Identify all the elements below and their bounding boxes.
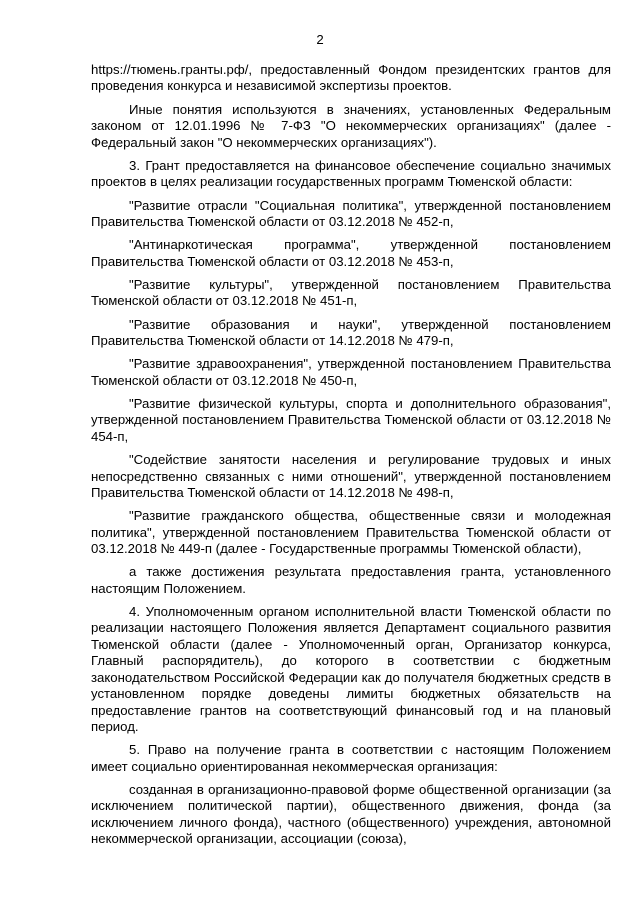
program-item-education: "Развитие образования и науки", утвержденной постановлением Правительства Тюменской области от 14.12.2018 № 479-п, xyxy=(91,316,611,349)
paragraph-other-terms: Иные понятия используются в значениях, установленных Федеральным законом от 12.01.1996 № 7-ФЗ "О некоммерческих организациях" (далее - Федеральный закон "О некоммерческих организациях"). xyxy=(91,101,611,150)
program-item-employment: "Содействие занятости населения и регулирование трудовых и иных непосредственно связанных с ними отношений", утвержденной постановлением Правительства Тюменской области от 14.12.2018 № 498-п, xyxy=(91,452,611,500)
paragraph-item-3-grant-purpose: 3. Грант предоставляется на финансовое обеспечение социально значимых проектов в целях реализации государственных программ Тюменской области: xyxy=(91,157,611,190)
paragraph-portal-link: https://тюмень.гранты.рф/, предоставленный Фондом президентских грантов для проведения конкурса и независимой экспертизы проектов. xyxy=(91,62,611,94)
paragraph-legal-forms: созданная в организационно-правовой форме общественной организации (за исключением политической партии), общественного движения, фонда (за исключением личного фонда), частного (общественного) учреждения, автономной некоммерческой организации, ассоциации (союза), xyxy=(91,781,611,847)
program-item-culture: "Развитие культуры", утвержденной постановлением Правительства Тюменской области от 03.12.2018 № 451-п, xyxy=(91,276,611,309)
page-number: 2 xyxy=(316,32,324,47)
program-item-sport: "Развитие физической культуры, спорта и дополнительного образования", утвержденной постановлением Правительства Тюменской области от 03.12.2018 № 454-п, xyxy=(91,396,611,444)
program-item-healthcare: "Развитие здравоохранения", утвержденной постановлением Правительства Тюменской области от 03.12.2018 № 450-п, xyxy=(91,356,611,388)
program-item-social-policy: "Развитие отрасли "Социальная политика", утвержденной постановлением Правительства Тюменской области от 03.12.2018 № 452-п, xyxy=(91,197,611,229)
program-item-civil-society: "Развитие гражданского общества, общественные связи и молодежная политика", утвержденной постановлением Правительства Тюменской области от 03.12.2018 № 449-п (далее - Государственные программы Тюменской области), xyxy=(91,508,611,557)
program-item-antidrug: "Антинаркотическая программа", утвержденной постановлением Правительства Тюменской области от 03.12.2018 № 453-п, xyxy=(91,237,611,269)
paragraph-grant-result: а также достижения результата предоставления гранта, установленного настоящим Положением. xyxy=(91,564,611,596)
paragraph-item-5-eligibility: 5. Право на получение гранта в соответствии с настоящим Положением имеет социально ориентированная некоммерческая организация: xyxy=(91,742,611,774)
document-body xyxy=(91,62,611,854)
paragraph-item-4-authority: 4. Уполномоченным органом исполнительной власти Тюменской области по реализации настоящего Положения является Департамент социального развития Тюменской области (далее - Уполномоченный орган, Организатор конкурса, Главный распорядитель), до которого в соответствии с бюджетным законодательством Российской Федерации как до получателя бюджетных средств в установленном порядке доведены лимиты бюджетных обязательств на предоставление грантов на соответствующий финансовый год и на плановый период. xyxy=(91,604,611,734)
